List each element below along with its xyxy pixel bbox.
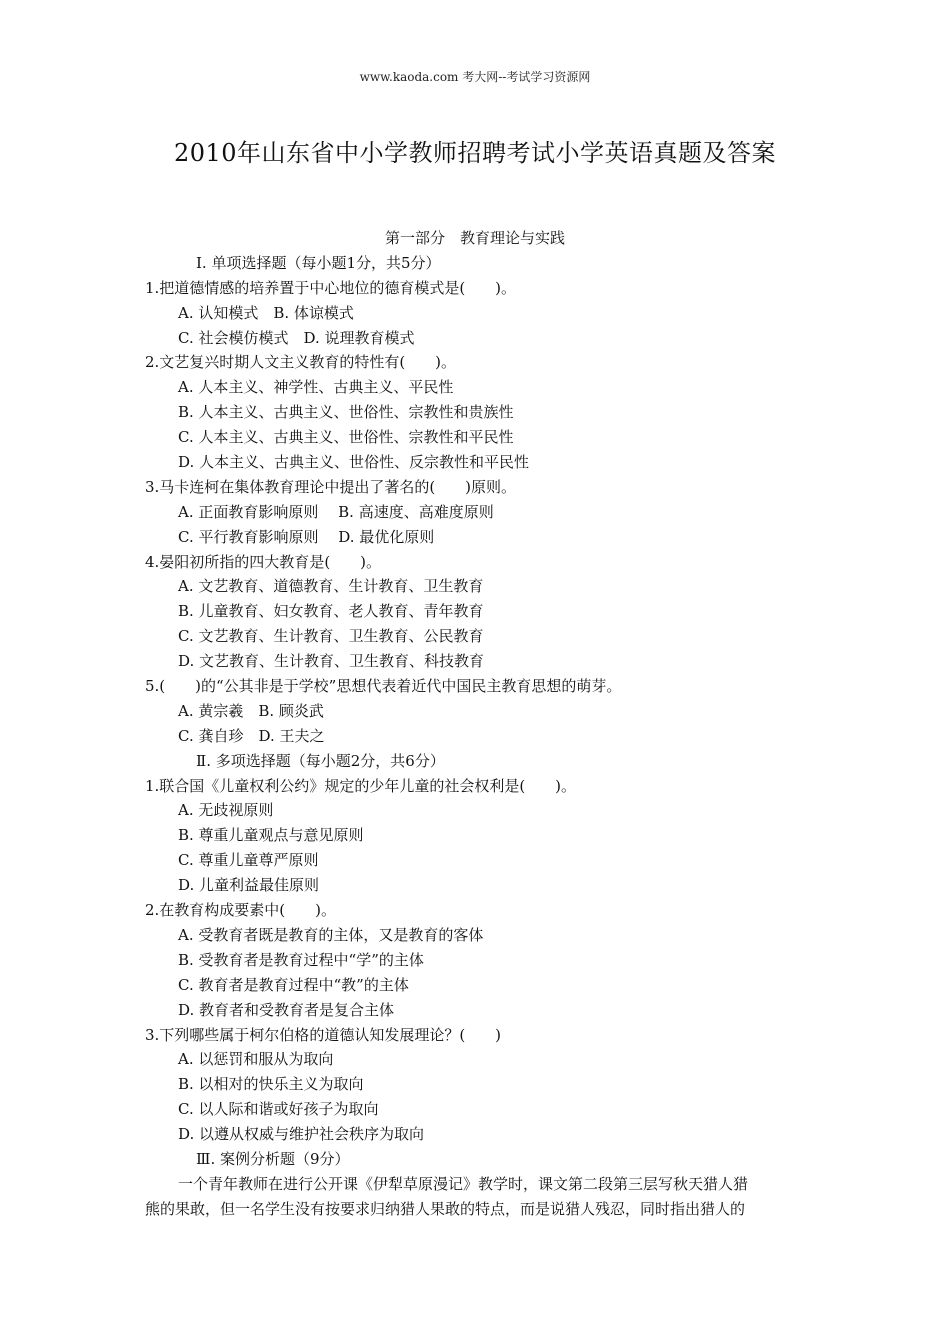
text-line: C. 龚自珍 D. 王夫之 [178, 726, 325, 745]
text-line: 3.下列哪些属于柯尔伯格的道德认知发展理论？( ) [145, 1025, 502, 1044]
text-line: 5.( )的“公其非是于学校”思想代表着近代中国民主教育思想的萌芽。 [145, 677, 622, 696]
text-line: C. 以人际和谐或好孩子为取向 [178, 1100, 379, 1119]
text-line: C. 社会模仿模式 D. 说理教育模式 [178, 328, 415, 347]
text-line: A. 黄宗羲 B. 顾炎武 [178, 701, 324, 720]
document-body [0, 226, 950, 1222]
text-line: 3.马卡连柯在集体教育理论中提出了著名的( )原则。 [145, 477, 517, 496]
text-line: C. 文艺教育、生计教育、卫生教育、公民教育 [178, 627, 484, 646]
text-line: Ⅲ. 案例分析题（9分） [196, 1149, 350, 1168]
text-line: 4.晏阳初所指的四大教育是( )。 [145, 552, 382, 571]
text-line: B. 人本主义、古典主义、世俗性、宗教性和贵族性 [178, 403, 514, 422]
text-line: A. 人本主义、神学性、古典主义、平民性 [178, 378, 454, 397]
text-line: C. 平行教育影响原则 D. 最优化原则 [178, 527, 435, 546]
text-line: 2.在教育构成要素中( )。 [145, 901, 337, 920]
text-line: 1.联合国《儿童权利公约》规定的少年儿童的社会权利是( )。 [145, 776, 577, 795]
text-line: A. 正面教育影响原则 B. 高速度、高难度原则 [178, 502, 494, 521]
text-line: 1.把道德情感的培养置于中心地位的德育模式是( )。 [145, 278, 517, 297]
text-line: 熊的果敢，但一名学生没有按要求归纳猎人果敢的特点，而是说猎人残忍，同时指出猎人的 [145, 1199, 746, 1218]
page-header: www.kaoda.com 考大网--考试学习资源网 [359, 70, 591, 84]
text-line: C. 人本主义、古典主义、世俗性、宗教性和平民性 [178, 428, 514, 447]
document-title: 2010年山东省中小学教师招聘考试小学英语真题及答案 [173, 139, 777, 167]
text-line: D. 文艺教育、生计教育、卫生教育、科技教育 [178, 652, 485, 671]
text-line: B. 尊重儿童观点与意见原则 [178, 826, 364, 845]
text-line: 一个青年教师在进行公开课《伊犁草原漫记》教学时，课文第二段第三层写秋天猎人猎 [178, 1174, 749, 1193]
text-line: Ⅱ. 多项选择题（每小题2分，共6分） [196, 751, 445, 770]
text-line: B. 以相对的快乐主义为取向 [178, 1075, 364, 1094]
text-line: 2.文艺复兴时期人文主义教育的特性有( )。 [145, 353, 457, 372]
text-line: D. 教育者和受教育者是复合主体 [178, 1000, 395, 1019]
text-line: B. 儿童教育、妇女教育、老人教育、青年教育 [178, 602, 484, 621]
text-line: A. 受教育者既是教育的主体，又是教育的客体 [178, 925, 484, 944]
text-line: Ⅰ. 单项选择题（每小题1分，共5分） [196, 253, 441, 272]
text-line: C. 尊重儿童尊严原则 [178, 851, 319, 870]
text-line: A. 以惩罚和服从为取向 [178, 1050, 334, 1069]
text-line: A. 无歧视原则 [178, 801, 274, 820]
text-line: A. 文艺教育、道德教育、生计教育、卫生教育 [178, 577, 484, 596]
text-line: D. 儿童利益最佳原则 [178, 876, 320, 895]
text-line: C. 教育者是教育过程中“教”的主体 [178, 975, 409, 994]
text-line: D. 以遵从权威与维护社会秩序为取向 [178, 1125, 425, 1144]
text-line: D. 人本主义、古典主义、世俗性、反宗教性和平民性 [178, 453, 530, 472]
text-line: A. 认知模式 B. 体谅模式 [178, 303, 354, 322]
text-line: B. 受教育者是教育过程中“学”的主体 [178, 950, 424, 969]
text-line: 第一部分 教育理论与实践 [384, 229, 565, 247]
